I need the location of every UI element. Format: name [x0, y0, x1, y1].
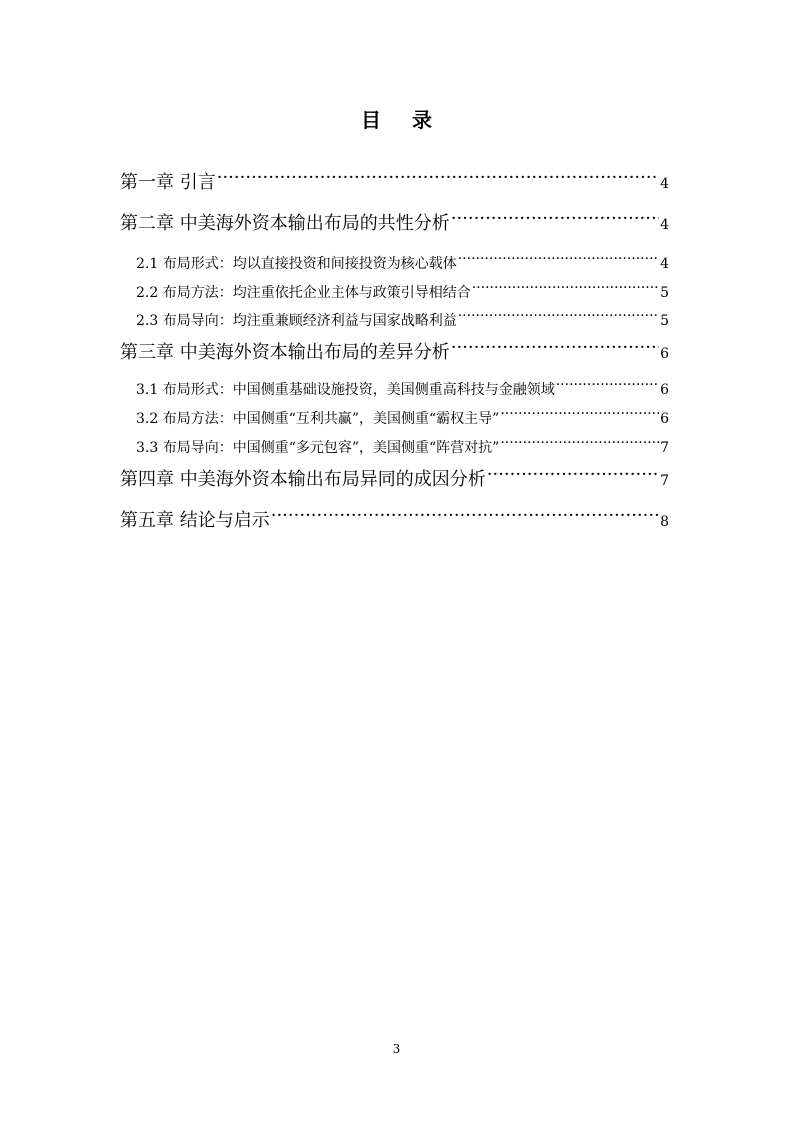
toc-entry-page: 4: [660, 217, 669, 233]
toc-dot-leader: [487, 467, 659, 485]
toc-dot-leader: [556, 380, 659, 394]
toc-entry-label: 2.2 布局方法：均注重依托企业主体与政策引导相结合: [136, 285, 471, 301]
toc-entry-label: 3.3 布局导向：中国侧重“多元包容”，美国侧重“阵营对抗”: [136, 440, 500, 456]
toc-entry-label: 第三章 中美海外资本输出布局的差异分析: [120, 342, 450, 363]
toc-dot-leader: [472, 283, 659, 297]
toc-entry-chapter-2[interactable]: [120, 211, 669, 237]
toc-dot-leader: [458, 311, 659, 325]
toc-entry-page: 4: [660, 176, 669, 192]
toc-entry-section-3-3[interactable]: [136, 437, 669, 459]
toc-entry-page: 4: [660, 256, 669, 272]
toc-entry-section-2-1[interactable]: [136, 253, 669, 275]
toc-entry-chapter-4[interactable]: [120, 467, 669, 493]
toc-entry-label: 2.1 布局形式：均以直接投资和间接投资为核心载体: [136, 256, 457, 272]
toc-entry-section-3-1[interactable]: [136, 379, 669, 401]
toc-entry-label: 2.3 布局导向：均注重兼顾经济利益与国家战略利益: [136, 313, 457, 329]
toc-dot-leader: [500, 438, 659, 452]
toc-dot-leader: [458, 254, 659, 268]
toc-entry-page: 5: [660, 285, 669, 301]
toc-entry-page: 6: [660, 411, 669, 427]
toc-entry-chapter-1[interactable]: [120, 170, 669, 196]
toc-entry-section-2-3[interactable]: [136, 310, 669, 332]
page-title: 目 录: [361, 108, 444, 132]
toc-entry-chapter-3[interactable]: [120, 340, 669, 366]
toc-entry-section-2-2[interactable]: [136, 282, 669, 304]
toc-dot-leader: [217, 170, 659, 188]
toc-entry-label: 第一章 引言: [120, 172, 216, 193]
toc-entry-chapter-5[interactable]: [120, 508, 669, 534]
toc-entry-label: 3.1 布局形式：中国侧重基础设施投资，美国侧重高科技与金融领域: [136, 382, 555, 398]
toc-dot-leader: [451, 340, 659, 358]
toc-entry-label: 3.2 布局方法：中国侧重“互利共赢”，美国侧重“霸权主导”: [136, 411, 500, 427]
toc-entry-page: 7: [660, 440, 669, 456]
toc-dot-leader: [500, 409, 659, 423]
toc-dot-leader: [451, 211, 659, 229]
toc-entry-page: 7: [660, 473, 669, 489]
toc-entry-page: 8: [660, 514, 669, 530]
toc-entry-label: 第二章 中美海外资本输出布局的共性分析: [120, 213, 450, 234]
toc-entry-section-3-2[interactable]: [136, 408, 669, 430]
toc-entry-label: 第四章 中美海外资本输出布局异同的成因分析: [120, 469, 486, 490]
toc-entry-page: 6: [660, 346, 669, 362]
toc-entry-label: 第五章 结论与启示: [120, 510, 270, 531]
toc-entry-page: 6: [660, 382, 669, 398]
page-number: 3: [392, 1042, 401, 1056]
toc-dot-leader: [271, 508, 659, 526]
toc-entry-page: 5: [660, 313, 669, 329]
